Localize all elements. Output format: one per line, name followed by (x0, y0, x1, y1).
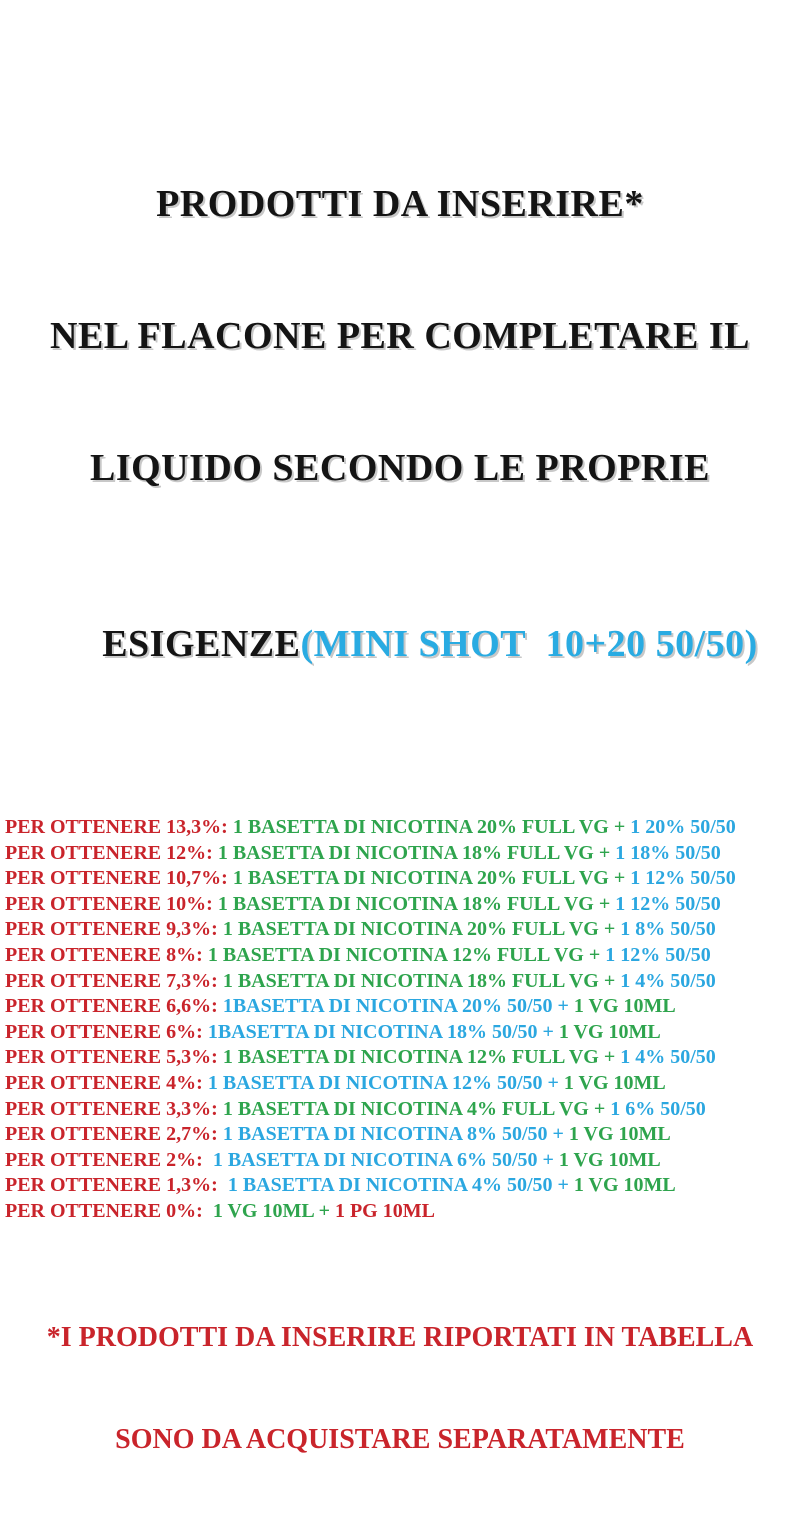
title-line-3: LIQUIDO SECONDO LE PROPRIE (89, 447, 711, 489)
recipe-row (5, 1045, 800, 1071)
title-line-2: NEL FLACONE PER COMPLETARE IL (50, 315, 750, 357)
title-minishot-text: (MINI SHOT 10+20 50/50) (300, 623, 758, 665)
recipe-row (5, 1199, 800, 1225)
row-segment: 1 BASETTA DI NICOTINA 8% 50/50 + (222, 1123, 569, 1146)
row-segment: 1 BASETTA DI NICOTINA 18% FULL VG + (222, 969, 621, 992)
row-segment: 1 BASETTA DI NICOTINA 12% 50/50 + (207, 1071, 564, 1094)
row-segment: 1 BASETTA DI NICOTINA 4% 50/50 + (227, 1174, 574, 1197)
recipe-row (5, 1122, 800, 1148)
row-segment: PER OTTENERE 3,3%: (5, 1097, 223, 1120)
row-segment: 1BASETTA DI NICOTINA 18% 50/50 + (207, 1020, 559, 1043)
row-segment: PER OTTENERE 1,3%: (5, 1174, 228, 1197)
row-segment: 1 VG 10ML (573, 1174, 676, 1197)
row-segment: 1 4% 50/50 (620, 1046, 716, 1069)
recipe-row (5, 1097, 800, 1123)
row-segment: 1 BASETTA DI NICOTINA 18% FULL VG + (217, 892, 616, 915)
row-segment: 1 VG 10ML (563, 1071, 666, 1094)
row-segment: 1 6% 50/50 (610, 1097, 706, 1120)
row-segment: 1 BASETTA DI NICOTINA 20% FULL VG + (232, 816, 631, 838)
row-segment: PER OTTENERE 2,7%: (5, 1123, 223, 1146)
row-segment: PER OTTENERE 7,3%: (5, 969, 223, 992)
row-segment: PER OTTENERE 12%: (5, 841, 218, 864)
recipe-row (5, 841, 800, 867)
row-segment: PER OTTENERE 0%: (5, 1199, 213, 1222)
recipe-row (5, 1071, 800, 1097)
row-segment: PER OTTENERE 10%: (5, 892, 218, 915)
row-segment: 1 12% 50/50 (615, 892, 721, 915)
row-segment: 1 VG 10ML (558, 1020, 661, 1043)
row-segment: PER OTTENERE 4%: (5, 1071, 208, 1094)
row-segment: PER OTTENERE 6,6%: (5, 995, 223, 1018)
recipe-row (5, 1173, 800, 1199)
recipe-row (5, 917, 800, 943)
row-segment: 1 BASETTA DI NICOTINA 12% FULL VG + (222, 1046, 621, 1069)
recipe-rows (0, 815, 800, 1225)
footer-note (0, 1253, 800, 1525)
row-segment: 1BASETTA DI NICOTINA 20% 50/50 + (222, 995, 574, 1018)
row-segment: 1 BASETTA DI NICOTINA 20% FULL VG + (232, 867, 631, 890)
row-segment: 1 VG 10ML (573, 995, 676, 1018)
row-segment: 1 12% 50/50 (630, 867, 736, 890)
row-segment: 1 VG 10ML + (212, 1199, 335, 1222)
row-segment: PER OTTENERE 8%: (5, 943, 208, 966)
recipe-row (5, 892, 800, 918)
row-segment: PER OTTENERE 13,3%: (5, 816, 233, 838)
row-segment: 1 18% 50/50 (615, 841, 721, 864)
row-segment: PER OTTENERE 2%: (5, 1148, 213, 1171)
title-line-4 (0, 578, 800, 710)
row-segment: 1 BASETTA DI NICOTINA 12% FULL VG + (207, 943, 606, 966)
row-segment: 1 BASETTA DI NICOTINA 18% FULL VG + (217, 841, 616, 864)
title-esigenze-text: ESIGENZE (102, 623, 301, 665)
row-segment: 1 PG 10ML (334, 1199, 435, 1222)
recipe-row (5, 815, 800, 841)
recipe-row (5, 1148, 800, 1174)
recipe-row (5, 943, 800, 969)
row-segment: 1 4% 50/50 (620, 969, 716, 992)
title-line-1: PRODOTTI DA INSERIRE* (156, 183, 644, 225)
row-segment: PER OTTENERE 6%: (5, 1020, 208, 1043)
row-segment: PER OTTENERE 10,7%: (5, 867, 233, 890)
recipe-row (5, 866, 800, 892)
row-segment: PER OTTENERE 5,3%: (5, 1046, 223, 1069)
row-segment: 1 VG 10ML (568, 1123, 671, 1146)
footer-line-2: SONO DA ACQUISTARE SEPARATAMENTE (115, 1423, 685, 1455)
row-segment: 1 20% 50/50 (630, 816, 736, 838)
recipe-row (5, 1020, 800, 1046)
row-segment: 1 VG 10ML (558, 1148, 661, 1171)
row-segment: 1 BASETTA DI NICOTINA 4% FULL VG + (222, 1097, 611, 1120)
row-segment: 1 8% 50/50 (620, 918, 716, 941)
row-segment: 1 12% 50/50 (605, 943, 711, 966)
footer-line-1: *I PRODOTTI DA INSERIRE RIPORTATI IN TABELLA (46, 1321, 754, 1353)
recipe-row (5, 969, 800, 995)
recipe-row (5, 994, 800, 1020)
row-segment: 1 BASETTA DI NICOTINA 20% FULL VG + (222, 918, 621, 941)
row-segment: 1 BASETTA DI NICOTINA 6% 50/50 + (212, 1148, 559, 1171)
row-segment: PER OTTENERE 9,3%: (5, 918, 223, 941)
